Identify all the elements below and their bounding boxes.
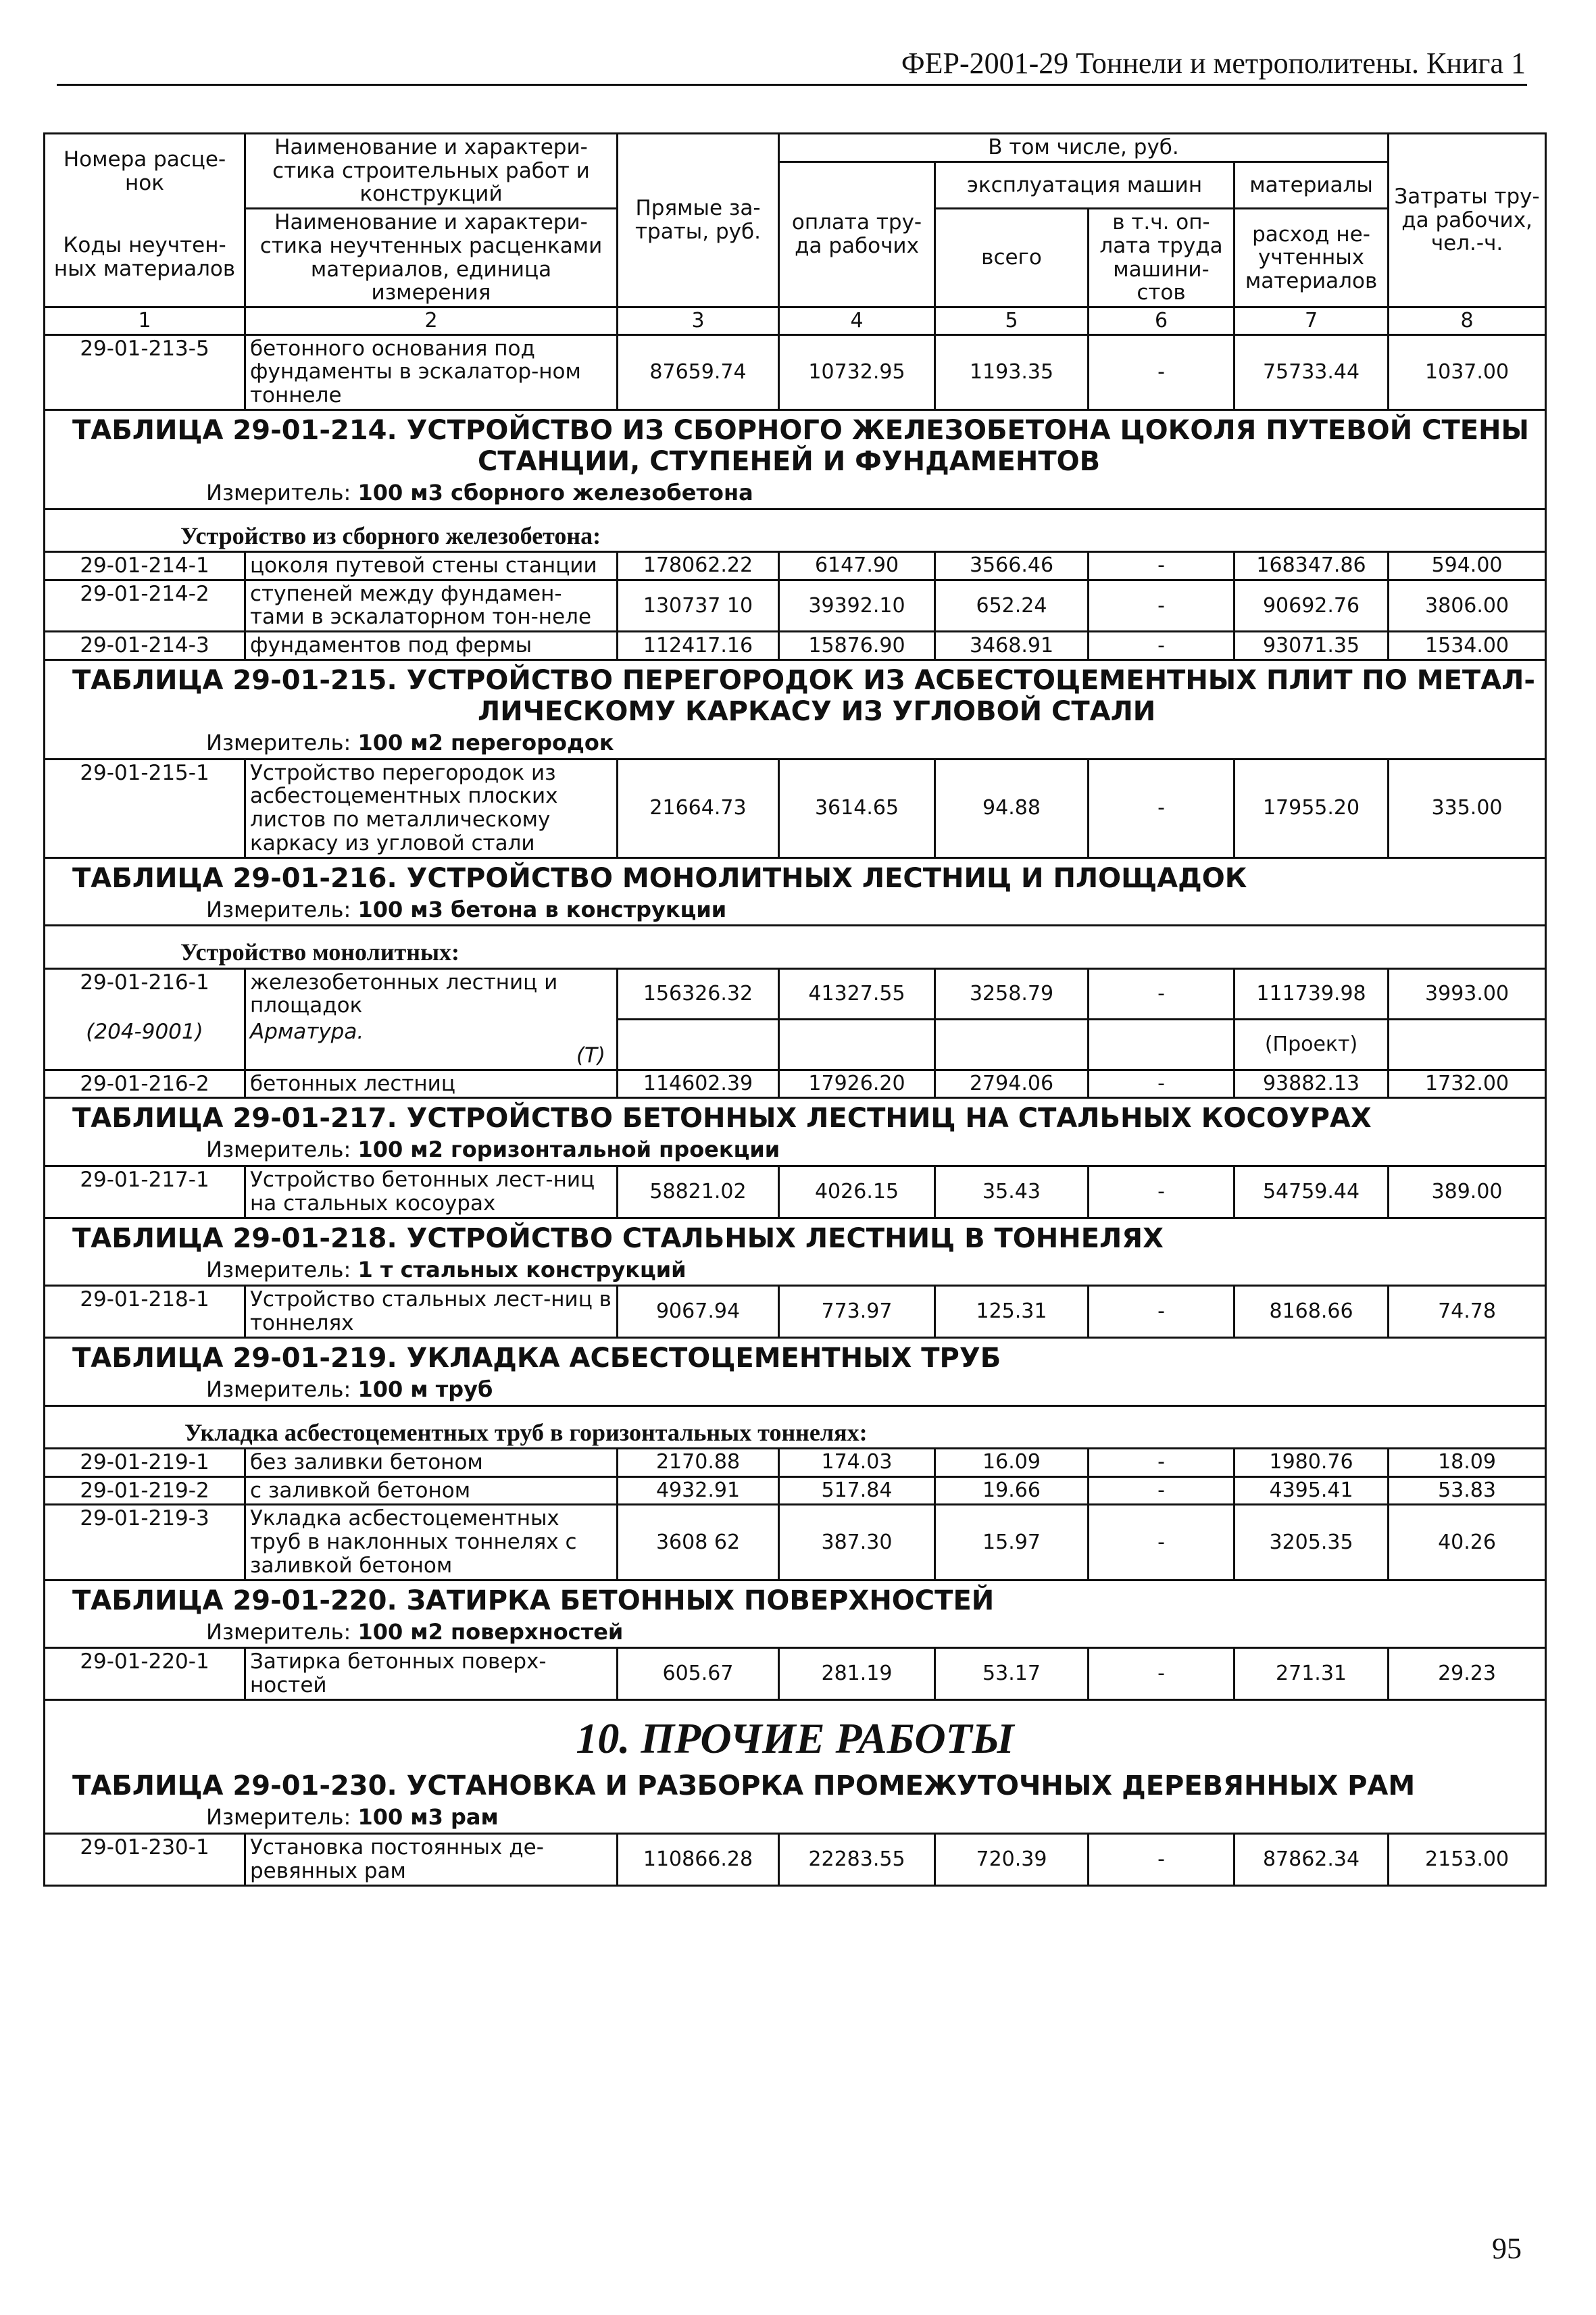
section-title: ТАБЛИЦА 29-01-230. УСТАНОВКА И РАЗБОРКА ПРОМЕЖУТОЧНЫХ ДЕРЕВЯННЫХ РАМ (72, 1770, 1416, 1802)
chapter-10 (45, 1699, 1546, 1834)
rate-code: 29-01-214-1 (45, 551, 245, 580)
materials-value: 1980.76 (1235, 1448, 1389, 1476)
materials-value: 87862.34 (1235, 1834, 1389, 1885)
machinist-pay-value: - (1089, 1448, 1235, 1476)
table-section-218 (45, 1218, 1546, 1286)
labor-pay-value: 281.19 (779, 1648, 935, 1699)
direct-costs-value: 130737 10 (618, 580, 779, 631)
header-rate-number: Номера расце-нок (45, 134, 245, 209)
direct-costs-value: 605.67 (618, 1648, 779, 1699)
labor-hours-value: 335.00 (1389, 759, 1546, 857)
machines-total-value: 35.43 (935, 1166, 1089, 1218)
machinist-pay-value: - (1089, 1476, 1235, 1505)
subheading: Устройство из сборного железобетона: (45, 508, 1545, 551)
header-direct-costs: Прямые за-траты, руб. (618, 134, 779, 307)
header-unaccounted-materials: Наименование и характери-стика неучтенных расценками материалов, единица измерения (245, 209, 618, 307)
table-row (45, 1286, 1546, 1337)
labor-pay-value: 39392.10 (779, 580, 935, 631)
labor-hours-value: 1037.00 (1389, 334, 1546, 409)
direct-costs-value: 156326.32 (618, 968, 779, 1019)
machinist-pay-value: - (1089, 1834, 1235, 1885)
materials-value: 8168.66 (1235, 1286, 1389, 1337)
materials-value: 90692.76 (1235, 580, 1389, 631)
header-including-group: В том числе, руб. (779, 134, 1389, 162)
rate-code: 29-01-219-2 (45, 1476, 245, 1505)
table-row (45, 1448, 1546, 1476)
column-number: 3 (618, 307, 779, 335)
table-section-219 (45, 1337, 1546, 1448)
page-number: 95 (1492, 2232, 1522, 2265)
machines-total-value: 720.39 (935, 1834, 1089, 1885)
table-row (45, 1476, 1546, 1505)
rate-code: 29-01-219-3 (45, 1505, 245, 1580)
direct-costs-value: 4932.91 (618, 1476, 779, 1505)
machines-total-value: 94.88 (935, 759, 1089, 857)
machinist-pay-value: - (1089, 580, 1235, 631)
materials-value: 17955.20 (1235, 759, 1389, 857)
rate-name: с заливкой бетоном (245, 1476, 618, 1505)
labor-pay-value: 17926.20 (779, 1070, 935, 1098)
section-title: ТАБЛИЦА 29-01-215. УСТРОЙСТВО ПЕРЕГОРОДОК ИЗ АСБЕСТОЦЕМЕНТНЫХ ПЛИТ ПО МЕТАЛ- ЛИЧЕСКОМУ КАРКАСУ ИЗ УГЛОВОЙ СТАЛИ (72, 664, 1535, 727)
section-unit: Измеритель: 100 м2 перегородок (206, 729, 614, 755)
direct-costs-value: 9067.94 (618, 1286, 779, 1337)
rate-name: цоколя путевой стены станции (245, 551, 618, 580)
rate-name: ступеней между фундамен-тами в эскалаторном тон-неле (245, 580, 618, 631)
header-labor-hours: Затраты тру-да рабочих, чел.-ч. (1389, 134, 1546, 307)
labor-pay-value: 6147.90 (779, 551, 935, 580)
machinist-pay-value: - (1089, 551, 1235, 580)
labor-pay-value: 41327.55 (779, 968, 935, 1019)
subheading: Устройство монолитных: (45, 924, 1545, 967)
table-row (45, 334, 1546, 409)
table-row (45, 968, 1546, 1019)
machines-total-value: 53.17 (935, 1648, 1089, 1699)
table-row (45, 1070, 1546, 1098)
machines-total-value: 3258.79 (935, 968, 1089, 1019)
section-title: ТАБЛИЦА 29-01-220. ЗАТИРКА БЕТОННЫХ ПОВЕРХНОСТЕЙ (72, 1585, 995, 1616)
rate-name: без заливки бетоном (245, 1448, 618, 1476)
rate-code: 29-01-214-2 (45, 580, 245, 631)
materials-value: 3205.35 (1235, 1505, 1389, 1580)
table-row (45, 551, 1546, 580)
materials-value: 271.31 (1235, 1648, 1389, 1699)
section-unit: Измеритель: 100 м3 рам (206, 1804, 499, 1831)
labor-hours-value: 29.23 (1389, 1648, 1546, 1699)
labor-hours-value: 1534.00 (1389, 632, 1546, 660)
subheading: Укладка асбестоцементных труб в горизонтальных тоннелях: (45, 1405, 1545, 1447)
table-row (45, 1166, 1546, 1218)
materials-value: 93071.35 (1235, 632, 1389, 660)
direct-costs-value: 21664.73 (618, 759, 779, 857)
labor-hours-value: 1732.00 (1389, 1070, 1546, 1098)
rates-document (43, 132, 1545, 1887)
materials-value: 75733.44 (1235, 334, 1389, 409)
machinist-pay-value: - (1089, 1070, 1235, 1098)
labor-hours-value: 594.00 (1389, 551, 1546, 580)
section-title: ТАБЛИЦА 29-01-216. УСТРОЙСТВО МОНОЛИТНЫХ ЛЕСТНИЦ И ПЛОЩАДОК (72, 862, 1247, 894)
rate-name: Устройство перегородок из асбестоцементных плоских листов по металлическому каркасу из угловой стали (245, 759, 618, 857)
rate-code: 29-01-213-5 (45, 334, 245, 409)
table-row (45, 1648, 1546, 1699)
rate-code: 29-01-218-1 (45, 1286, 245, 1337)
section-title: ТАБЛИЦА 29-01-219. УКЛАДКА АСБЕСТОЦЕМЕНТНЫХ ТРУБ (72, 1342, 1001, 1374)
materials-value: 93882.13 (1235, 1070, 1389, 1098)
rate-name: фундаментов под фермы (245, 632, 618, 660)
labor-hours-value: 2153.00 (1389, 1834, 1546, 1885)
machines-total-value: 652.24 (935, 580, 1089, 631)
header-machines-total: всего (935, 209, 1089, 307)
column-number: 4 (779, 307, 935, 335)
machinist-pay-value: - (1089, 334, 1235, 409)
materials-value: 4395.41 (1235, 1476, 1389, 1505)
material-consumption-value: (Проект) (1235, 1019, 1389, 1070)
machinist-pay-value: - (1089, 1166, 1235, 1218)
rate-code: 29-01-219-1 (45, 1448, 245, 1476)
table-section-217 (45, 1098, 1546, 1166)
rate-name: бетонных лестниц (245, 1070, 618, 1098)
rate-code: 29-01-220-1 (45, 1648, 245, 1699)
chapter-title: 10. ПРОЧИЕ РАБОТЫ (576, 1714, 1014, 1762)
labor-pay-value: 773.97 (779, 1286, 935, 1337)
labor-pay-value: 22283.55 (779, 1834, 935, 1885)
section-title: ТАБЛИЦА 29-01-214. УСТРОЙСТВО ИЗ СБОРНОГО ЖЕЛЕЗОБЕТОНА ЦОКОЛЯ ПУТЕВОЙ СТЕНЫ СТАНЦИИ, СТУПЕНЕЙ И ФУНДАМЕНТОВ (72, 414, 1529, 477)
header-row-1 (45, 134, 1546, 162)
machines-total-value: 3468.91 (935, 632, 1089, 660)
labor-pay-value: 4026.15 (779, 1166, 935, 1218)
machines-total-value: 1193.35 (935, 334, 1089, 409)
direct-costs-value: 3608 62 (618, 1505, 779, 1580)
machinist-pay-value: - (1089, 1648, 1235, 1699)
rate-name: Установка постоянных де-ревянных рам (245, 1834, 618, 1885)
materials-value: 111739.98 (1235, 968, 1389, 1019)
column-number: 5 (935, 307, 1089, 335)
machines-total-value: 15.97 (935, 1505, 1089, 1580)
rates-table (43, 132, 1547, 1887)
direct-costs-value: 112417.16 (618, 632, 779, 660)
direct-costs-value: 110866.28 (618, 1834, 779, 1885)
rate-code: 29-01-217-1 (45, 1166, 245, 1218)
rate-code: 29-01-216-2 (45, 1070, 245, 1098)
labor-pay-value: 15876.90 (779, 632, 935, 660)
rate-name: Устройство бетонных лест-ниц на стальных косоурах (245, 1166, 618, 1218)
rate-name: Затирка бетонных поверх-ностей (245, 1648, 618, 1699)
direct-costs-value: 87659.74 (618, 334, 779, 409)
header-labor-pay: оплата тру-да рабочих (779, 161, 935, 307)
table-row (45, 759, 1546, 857)
machines-total-value: 19.66 (935, 1476, 1089, 1505)
labor-pay-value: 174.03 (779, 1448, 935, 1476)
machinist-pay-value: - (1089, 1286, 1235, 1337)
materials-value: 168347.86 (1235, 551, 1389, 580)
machinist-pay-value: - (1089, 968, 1235, 1019)
running-header-title: ФЕР-2001-29 Тоннели и метрополитены. Книга 1 (901, 47, 1526, 80)
table-row (45, 1505, 1546, 1580)
labor-pay-value: 517.84 (779, 1476, 935, 1505)
section-unit: Измеритель: 1 т стальных конструкций (206, 1256, 687, 1283)
labor-hours-value: 3806.00 (1389, 580, 1546, 631)
table-section-215 (45, 659, 1546, 759)
table-row (45, 1834, 1546, 1885)
header-divider (57, 84, 1527, 86)
table-row-material (45, 1019, 1546, 1070)
section-title: ТАБЛИЦА 29-01-217. УСТРОЙСТВО БЕТОННЫХ ЛЕСТНИЦ НА СТАЛЬНЫХ КОСОУРАХ (72, 1103, 1372, 1135)
table-row (45, 580, 1546, 631)
header-unaccounted-codes: Коды неучтен-ных материалов (45, 209, 245, 307)
rate-code: 29-01-215-1 (45, 759, 245, 857)
material-name: Арматура. (Т) (245, 1019, 618, 1070)
header-unaccounted-consumption: расход не-учтенных материалов (1235, 209, 1389, 307)
rate-code: 29-01-214-3 (45, 632, 245, 660)
machinist-pay-value: - (1089, 632, 1235, 660)
column-number: 8 (1389, 307, 1546, 335)
labor-pay-value: 10732.95 (779, 334, 935, 409)
section-unit: Измеритель: 100 м труб (206, 1376, 493, 1402)
labor-hours-value: 40.26 (1389, 1505, 1546, 1580)
column-numbers-row (45, 307, 1546, 335)
rate-name: бетонного основания под фундаменты в эскалатор-ном тоннеле (245, 334, 618, 409)
section-title: ТАБЛИЦА 29-01-218. УСТРОЙСТВО СТАЛЬНЫХ ЛЕСТНИЦ В ТОННЕЛЯХ (72, 1222, 1164, 1254)
machines-total-value: 16.09 (935, 1448, 1089, 1476)
rate-code: 29-01-216-1 (45, 968, 245, 1019)
header-machinist-pay: в т.ч. оп-лата труда машини-стов (1089, 209, 1235, 307)
rate-name: Устройство стальных лест-ниц в тоннелях (245, 1286, 618, 1337)
section-unit: Измеритель: 100 м3 сборного железобетона (206, 479, 753, 505)
material-type-mark: (Т) (576, 1043, 605, 1068)
section-unit: Измеритель: 100 м2 горизонтальной проекции (206, 1137, 780, 1163)
labor-hours-value: 53.83 (1389, 1476, 1546, 1505)
section-unit: Измеритель: 100 м2 поверхностей (206, 1618, 624, 1645)
table-section-220 (45, 1580, 1546, 1648)
section-unit: Измеритель: 100 м3 бетона в конструкции (206, 896, 727, 922)
machines-total-value: 3566.46 (935, 551, 1089, 580)
labor-hours-value: 18.09 (1389, 1448, 1546, 1476)
table-section-216 (45, 857, 1546, 968)
rate-code: 29-01-230-1 (45, 1834, 245, 1885)
machines-total-value: 2794.06 (935, 1070, 1089, 1098)
table-section-214 (45, 409, 1546, 551)
machinist-pay-value: - (1089, 759, 1235, 857)
machines-total-value: 125.31 (935, 1286, 1089, 1337)
header-work-name: Наименование и характери-стика строительных работ и конструкций (245, 134, 618, 209)
labor-hours-value: 74.78 (1389, 1286, 1546, 1337)
rate-name: железобетонных лестниц и площадок (245, 968, 618, 1019)
material-code: (204-9001) (45, 1019, 245, 1070)
header-machines-group: эксплуатация машин (935, 161, 1235, 208)
column-number: 7 (1235, 307, 1389, 335)
direct-costs-value: 58821.02 (618, 1166, 779, 1218)
direct-costs-value: 178062.22 (618, 551, 779, 580)
labor-hours-value: 3993.00 (1389, 968, 1546, 1019)
column-number: 6 (1089, 307, 1235, 335)
labor-pay-value: 3614.65 (779, 759, 935, 857)
direct-costs-value: 114602.39 (618, 1070, 779, 1098)
labor-hours-value: 389.00 (1389, 1166, 1546, 1218)
labor-pay-value: 387.30 (779, 1505, 935, 1580)
column-number: 2 (245, 307, 618, 335)
table-row (45, 632, 1546, 660)
header-materials-group: материалы (1235, 161, 1389, 208)
column-number: 1 (45, 307, 245, 335)
rate-name: Укладка асбестоцементных труб в наклонных тоннелях с заливкой бетоном (245, 1505, 618, 1580)
direct-costs-value: 2170.88 (618, 1448, 779, 1476)
materials-value: 54759.44 (1235, 1166, 1389, 1218)
machinist-pay-value: - (1089, 1505, 1235, 1580)
